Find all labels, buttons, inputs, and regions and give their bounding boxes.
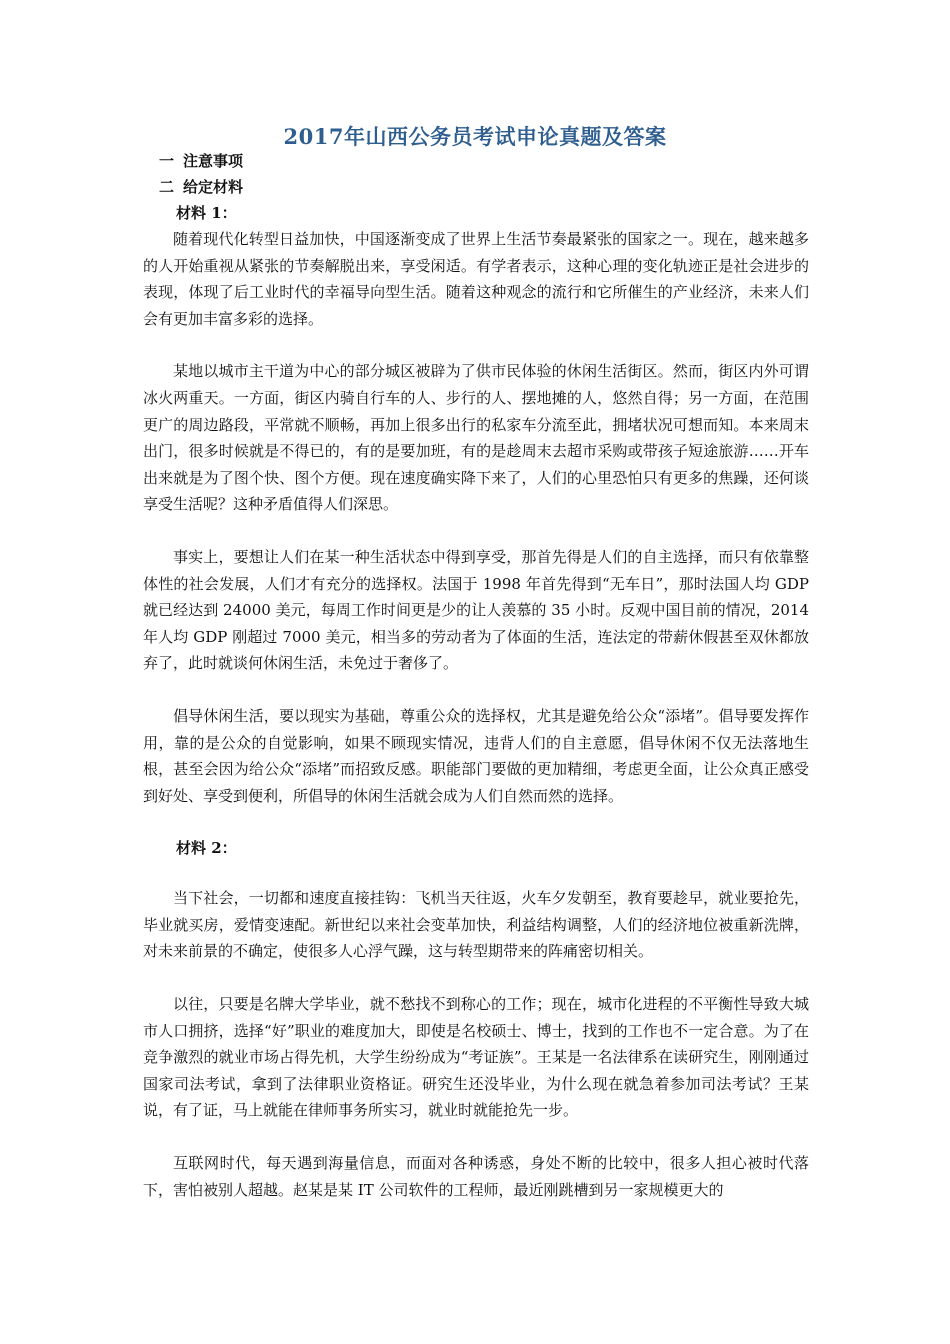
document-title: 2017年山西公务员考试申论真题及答案 [283, 124, 667, 149]
document-body [143, 148, 809, 1203]
section-heading-notes [143, 148, 809, 174]
material-1-paragraph: 某地以城市主干道为中心的部分城区被辟为了供市民体验的休闲生活街区。然而，街区内外可谓冰火两重天。一方面，街区内骑自行车的人、步行的人、摆地摊的人，悠然自得；另一方面，在范围更广的周边路段，平常就不顺畅，再加上很多出行的私家车分流至此，拥堵状况可想而知。本来周末出门，很多时候就是不得已的，有的是要加班，有的是趁周末去超市采购或带孩子短途旅游……开车出来就是为了图个快、图个方便。现在速度确实降下来了，人们的心里恐怕只有更多的焦躁，还何谈享受生活呢？这种矛盾值得人们深思。 [143, 362, 809, 514]
section-label: 注意事项 [183, 152, 244, 170]
section-heading-materials [143, 174, 809, 200]
material-2-label: 材料 2： [176, 839, 237, 858]
section-number: 一 [159, 152, 175, 170]
material-1-paragraph: 随着现代化转型日益加快，中国逐渐变成了世界上生活节奏最紧张的国家之一。现在，越来越多的人开始重视从紧张的节奏解脱出来，享受闲适。有学者表示，这种心理的变化轨迹正是社会进步的表现，体现了后工业时代的幸福导向型生活。随着这种观念的流行和它所催生的产业经济，未来人们会有更加丰富多彩的选择。 [143, 230, 809, 328]
material-1-label: 材料 1： [176, 204, 237, 222]
material-1-paragraph: 倡导休闲生活，要以现实为基础，尊重公众的选择权，尤其是避免给公众“添堵”。倡导要发挥作用，靠的是公众的自觉影响，如果不顾现实情况，违背人们的自主意愿，倡导休闲不仅无法落地生根，甚至会因为给公众“添堵”而招致反感。职能部门要做的更加精细，考虑更全面，让公众真正感受到好处、享受到便利，所倡导的休闲生活就会成为人们自然而然的选择。 [143, 706, 809, 805]
material-1-paragraph: 事实上，要想让人们在某一种生活状态中得到享受，那首先得是人们的自主选择，而只有依靠整体性的社会发展，人们才有充分的选择权。法国于 1998 年首先得到“无车日”，那时法国人均 GDP 就已经达到 24000 美元，每周工作时间更是少的让人羡慕的 35 小时。反观中国目前的情况，2014 年人均 GDP 刚超过 7000 美元，相当多的劳动者为了体面的生活，连法定的带薪休假甚至双休都放弃了，此时就谈何休闲生活，未免过于奢侈了。 [143, 547, 809, 673]
section-number: 二 [159, 178, 175, 196]
material-2-paragraph: 当下社会，一切都和速度直接挂钩：飞机当天往返，火车夕发朝至，教育要趁早，就业要抢先，毕业就买房，爱情变速配。新世纪以来社会变革加快，利益结构调整，人们的经济地位被重新洗牌，对未来前景的不确定，使很多人心浮气躁，这与转型期带来的阵痛密切相关。 [143, 889, 809, 961]
material-2-paragraph: 以往，只要是名牌大学毕业，就不愁找不到称心的工作；现在，城市化进程的不平衡性导致大城市人口拥挤，选择“好”职业的难度加大，即使是名校硕士、博士，找到的工作也不一定合意。为了在竞争激烈的就业市场占得先机，大学生纷纷成为“考证族”。王某是一名法律系在读研究生，刚刚通过国家司法考试，拿到了法律职业资格证。研究生还没毕业，为什么现在就急着参加司法考试？王某说，有了证，马上就能在律师事务所实习，就业时就能抢先一步。 [143, 995, 809, 1120]
material-2-paragraph: 互联网时代，每天遇到海量信息，而面对各种诱惑，身处不断的比较中，很多人担心被时代落下，害怕被别人超越。赵某是某 IT 公司软件的工程师，最近刚跳槽到另一家规模更大的 [143, 1154, 809, 1199]
section-label: 给定材料 [183, 178, 244, 196]
